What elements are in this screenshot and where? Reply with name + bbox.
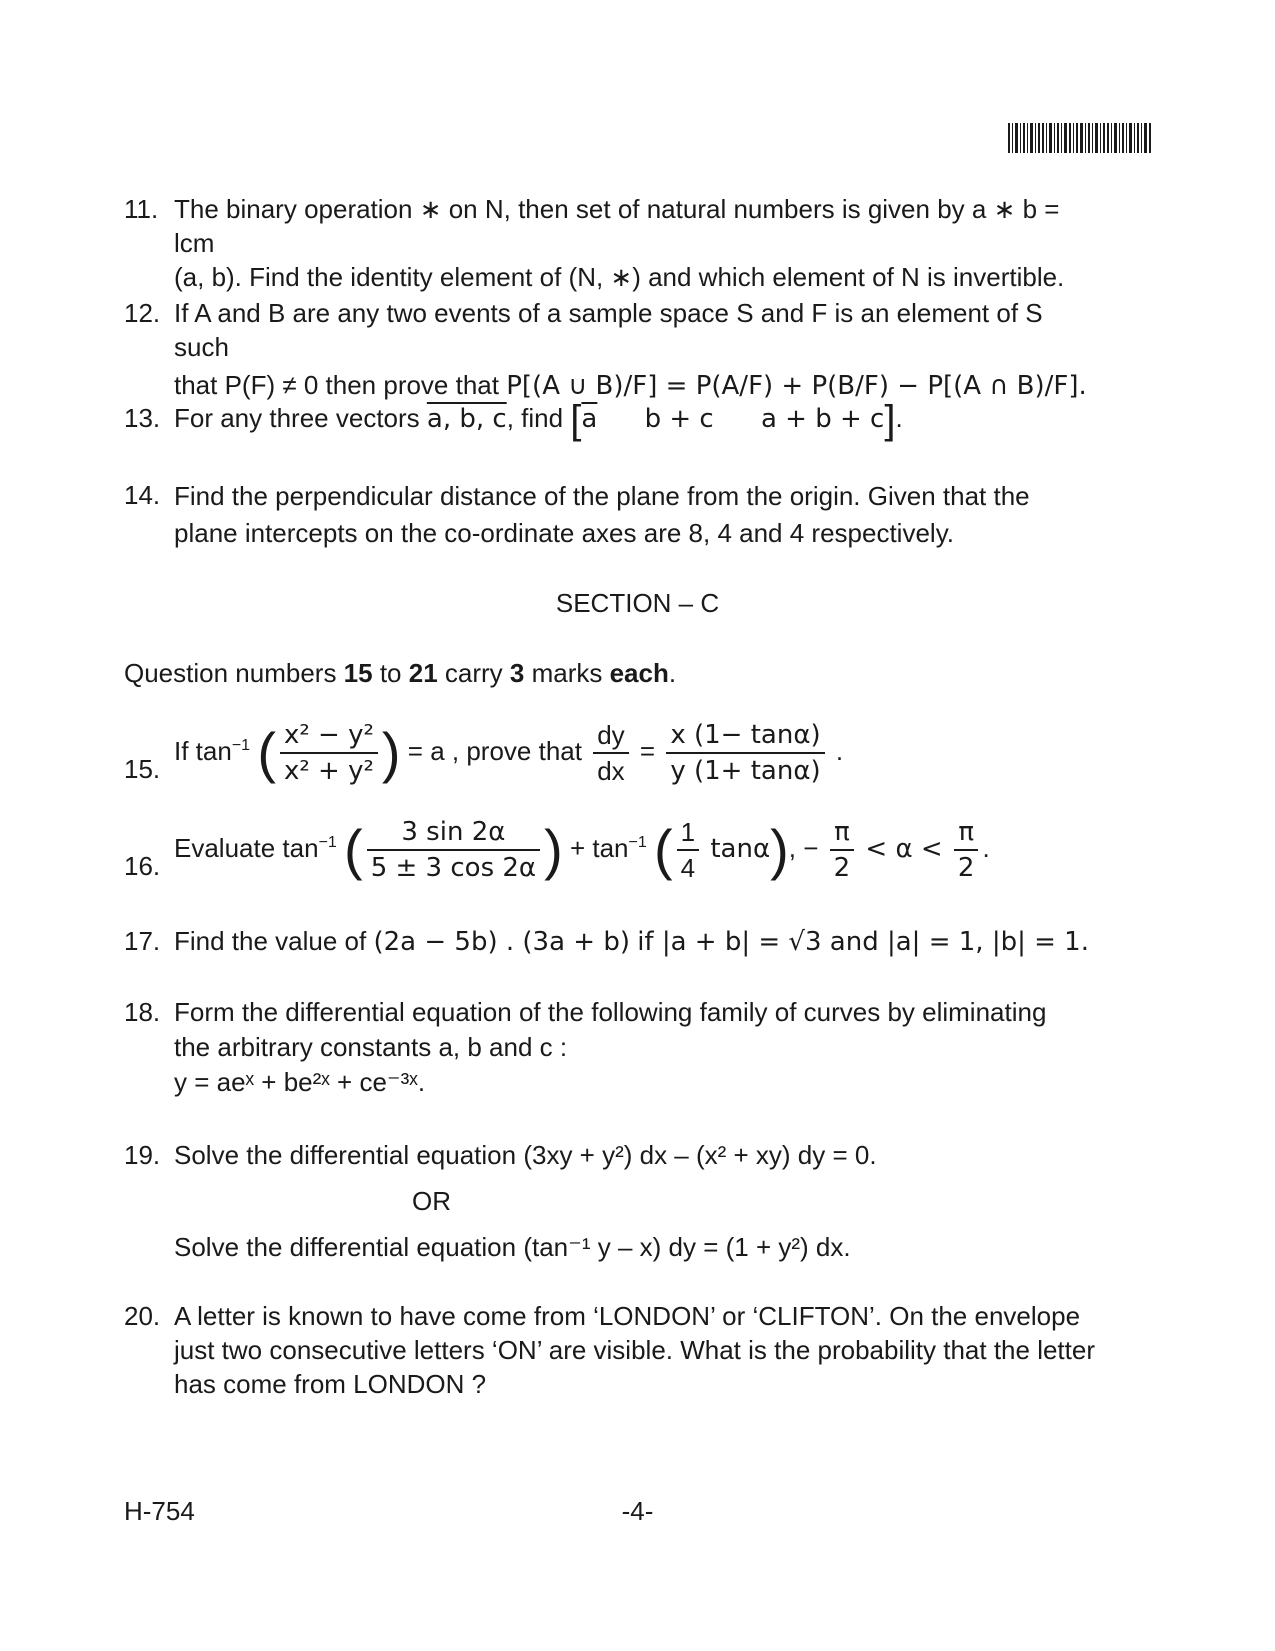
- fraction: [677, 815, 699, 885]
- question-11: [124, 192, 1104, 294]
- fraction-numerator: 1: [677, 815, 699, 851]
- paren-open: (: [344, 818, 363, 881]
- superscript: −1: [231, 737, 251, 755]
- fraction-denominator: x² + y²: [283, 756, 374, 786]
- question-number: 12.: [124, 298, 161, 328]
- punctuation: .: [835, 735, 844, 766]
- fraction: [830, 815, 855, 885]
- superscript: −1: [318, 834, 337, 852]
- question-text: just two consecutive letters ‘ON’ are visible. What is the probability that the letter: [174, 1335, 1095, 1365]
- equals-sign: =: [639, 735, 656, 766]
- instr-bold: each: [609, 658, 669, 688]
- fraction: [367, 815, 540, 885]
- question-number: 16.: [124, 851, 161, 881]
- question-12: [124, 296, 1104, 403]
- fraction-numerator: 3 sin 2α: [367, 815, 540, 851]
- probability-formula: P[(A ∪ B)/F] = P(A/F) + P(B/F) − P[(A ∩ B)/F].: [506, 371, 1087, 401]
- instr-bold: 15: [343, 658, 373, 688]
- question-number: 15.: [124, 754, 161, 784]
- fraction-denominator: dx: [597, 756, 625, 786]
- bracket-close: ]: [884, 398, 896, 443]
- fraction-denominator: 5 ± 3 cos 2α: [370, 853, 537, 883]
- paren-close: ): [544, 818, 563, 881]
- question-text: If tan: [174, 735, 232, 766]
- question-text: Find the value of: [174, 926, 367, 956]
- question-text: Solve the differential equation (3xy + y²) dx – (x² + xy) dy = 0.: [174, 1140, 877, 1170]
- question-text: A letter is known to have come from ‘LONDON’ or ‘CLIFTON’. On the envelope: [174, 1301, 1081, 1331]
- paren-open: (: [257, 721, 276, 784]
- vector-term: a + b + c: [760, 404, 885, 434]
- instr-bold: 3: [509, 658, 525, 688]
- question-text: Form the differential equation of the following family of curves by eliminating: [174, 997, 1047, 1027]
- question-text: = a , prove that: [407, 735, 582, 766]
- question-number: 18.: [124, 997, 161, 1027]
- paren-close: ): [770, 818, 789, 881]
- question-14: [124, 478, 1104, 552]
- question-19: [124, 1138, 1104, 1264]
- vector-condition: if |a + b| = √3 and |a| = 1, |b| = 1.: [637, 927, 1089, 957]
- instr-text: carry: [437, 658, 510, 688]
- question-number: 17.: [124, 926, 161, 956]
- or-label: OR: [412, 1186, 451, 1216]
- question-13: [124, 393, 1104, 444]
- question-18: [124, 995, 1104, 1100]
- fraction-numerator: x (1− tanα): [666, 718, 824, 754]
- derivative-fraction: [593, 718, 628, 788]
- math-term: tanα: [710, 833, 771, 864]
- equation: y = aeˣ + be²ˣ + ce⁻³ˣ.: [174, 1067, 426, 1097]
- paper-code: H-754: [124, 1496, 195, 1526]
- question-text: plane intercepts on the co-ordinate axes are 8, 4 and 4 respectively.: [174, 518, 954, 548]
- vectors: a, b, c: [426, 404, 507, 434]
- instr-text: marks: [524, 658, 610, 688]
- question-15: [124, 718, 1104, 788]
- fraction-numerator: π: [954, 815, 979, 851]
- question-text: If A and B are any two events of a sample space S and F is an element of S such: [174, 298, 1043, 362]
- vector-expression: (2a − 5b) . (3a + b): [373, 927, 630, 957]
- question-text: + tan: [569, 832, 629, 863]
- punctuation: .: [982, 832, 990, 863]
- fraction-denominator: 2: [833, 853, 851, 883]
- barcode-icon: [1008, 123, 1152, 153]
- instr-text: to: [372, 658, 409, 688]
- math-term: < α <: [865, 833, 943, 864]
- question-number: 14.: [124, 480, 161, 510]
- question-17: [124, 924, 1104, 959]
- fraction: [954, 815, 979, 885]
- fraction-numerator: dy: [593, 718, 628, 754]
- question-text: For any three vectors: [174, 403, 420, 433]
- question-16: 16. Evaluate $\tan^{-1}$ ( $\frac{3 \sin 2\alpha}{5 \pm 3 \cos 2\alpha}$ ) + $\tan^{-1}$ ( $\frac{1}{4}$ tanα), − $\frac{\pi}{2}$ < α < $\frac{\pi}{2}$ .: [124, 817, 990, 883]
- fraction-denominator: y (1+ tanα): [670, 756, 821, 786]
- question-text: Evaluate tan: [174, 832, 319, 863]
- paren-close: ): [381, 721, 401, 784]
- instr-bold: 21: [408, 658, 438, 688]
- question-text: Find the perpendicular distance of the plane from the origin. Given that the: [174, 481, 1030, 511]
- question-20: [124, 1299, 1104, 1401]
- bracket-open: [: [570, 398, 582, 443]
- question-text: has come from LONDON ?: [174, 1369, 487, 1399]
- question-number: 20.: [124, 1301, 161, 1331]
- instr-text: .: [668, 658, 677, 688]
- fraction-numerator: x² − y²: [280, 718, 378, 754]
- vector-term: $\overline{a}$: [581, 404, 598, 434]
- result-fraction: [666, 718, 824, 788]
- question-text: , find: [506, 403, 564, 433]
- fraction: [280, 718, 378, 788]
- paren-open: (: [654, 818, 673, 881]
- section-heading: SECTION – C: [555, 588, 720, 618]
- punctuation: .: [895, 403, 903, 433]
- fraction-numerator: π: [830, 815, 855, 851]
- question-number: 13.: [124, 403, 161, 433]
- question-text: (a, b). Find the identity element of (N, ∗) and which element of N is invertible.: [174, 262, 1065, 292]
- question-text: The binary operation ∗ on N, then set of natural numbers is given by a ∗ b = lcm: [174, 194, 1060, 258]
- question-number: 19.: [124, 1140, 161, 1170]
- question-number: 11.: [124, 194, 159, 224]
- fraction-denominator: 2: [957, 853, 975, 883]
- section-instructions: [124, 656, 1104, 690]
- superscript: −1: [628, 834, 647, 852]
- vector-term: b + c: [644, 404, 714, 434]
- question-text: that P(F) ≠ 0 then prove that: [174, 370, 499, 400]
- page-number: -4-: [621, 1496, 654, 1526]
- instr-text: Question numbers: [124, 658, 344, 688]
- question-text: the arbitrary constants a, b and c :: [174, 1032, 568, 1062]
- fraction-denominator: 4: [680, 853, 696, 883]
- question-text: Solve the differential equation (tan⁻¹ y – x) dy = (1 + y²) dx.: [174, 1232, 851, 1262]
